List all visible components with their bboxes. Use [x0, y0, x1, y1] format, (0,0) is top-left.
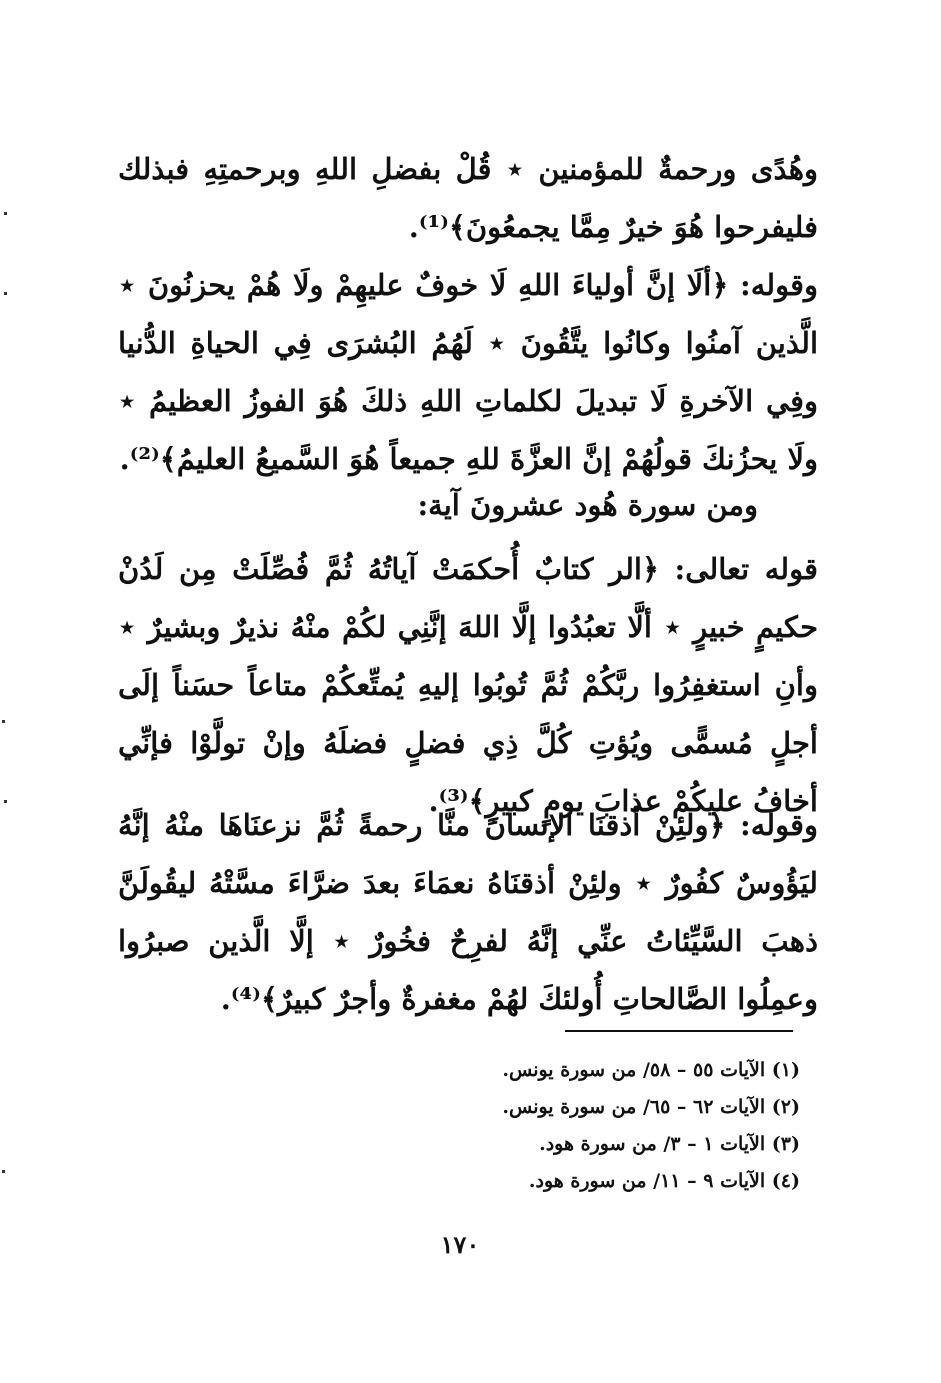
scan-mark: [4, 292, 7, 295]
paragraph-4: وقوله: ﴿ولئِنْ أذقنَا الإنسانَ منَّا رحمةً ثُمَّ نزعنَاهَا منْهُ إنَّهُ ليَؤُوسٌ كفُورٌ ⋆ ولئِنْ أذقنَاهُ نعمَاءَ بعدَ ضرَّاءَ مسَّتْهُ ليقُولَنَّ ذهبَ السَّيِّئاتُ عنِّي إنَّهُ لفرِحٌ فخُورٌ ⋆ إلَّا الَّذين صبرُوا وعمِلُوا الصَّالحاتِ أُولئكَ لهُمْ مغفرةٌ وأجرٌ كبيرٌ﴾⁽⁴⁾.: [118, 808, 818, 1016]
scan-mark: [2, 720, 5, 723]
footnotes: [300, 1052, 800, 1200]
page-number: ١٧٠: [440, 1230, 480, 1259]
footnote-2: (٢) الآيات ٦٢ – ٦٥/ من سورة يونس.: [502, 1096, 800, 1118]
footnote-1: (١) الآيات ٥٥ – ٥٨/ من سورة يونس.: [502, 1059, 800, 1081]
scan-mark: [2, 1170, 5, 1173]
footnote-4: (٤) الآيات ٩ – ١١/ من سورة هود.: [528, 1170, 800, 1192]
paragraph-1: وهُدًى ورحمةٌ للمؤمنين ⋆ قُلْ بفضلِ اللهِ وبرحمتِهِ فبذلك فليفرحوا هُوَ خيرٌ مِمَّا يجمعُونَ﴾⁽¹⁾.: [118, 152, 818, 244]
paragraph-2: وقوله: ﴿ألَا إنَّ أولياءَ اللهِ لَا خوفٌ عليهِمْ ولَا هُمْ يحزنُونَ ⋆ الَّذين آمنُوا وكانُوا يتَّقُونَ ⋆ لَهُمُ البُشرَى فِي الحياةِ الدُّنيا وفِي الآخرةِ لَا تبديلَ لكلماتِ اللهِ ذلكَ هُوَ الفوزُ العظيمُ ⋆ ولَا يحزُنكَ قولُهُمْ إنَّ العزَّةَ للهِ جميعاً هُوَ السَّميعُ العليمُ﴾⁽²⁾.: [118, 268, 818, 476]
footnote-3: (٣) الآيات ١ – ٣/ من سورة هود.: [539, 1133, 800, 1155]
scan-mark: [4, 800, 7, 803]
paragraph-3: قوله تعالى: ﴿الر كتابٌ أُحكمَتْ آياتُهُ ثُمَّ فُصِّلَتْ مِن لَدُنْ حكيمٍ خبيرٍ ⋆ ألَّا تعبُدُوا إلَّا اللهَ إنَّنِي لكُمْ منْهُ نذيرٌ وبشيرٌ ⋆ وأنِ استغفِرُوا ربَّكُمْ ثُمَّ تُوبُوا إليهِ يُمتِّعكُمْ متاعاً حسَناً إلَى أجلٍ مُسمًّى ويُؤتِ كُلَّ ذِي فضلٍ فضلَهُ وإنْ تولَّوْا فإنِّي أخافُ عليكُمْ عذابَ يومٍ كبيرٍ﴾⁽³⁾.: [118, 552, 818, 818]
footnote-separator: [565, 1030, 793, 1032]
section-heading-hud: ومن سورة هُود عشرونَ آية:: [417, 488, 758, 522]
scan-mark: [4, 212, 7, 215]
